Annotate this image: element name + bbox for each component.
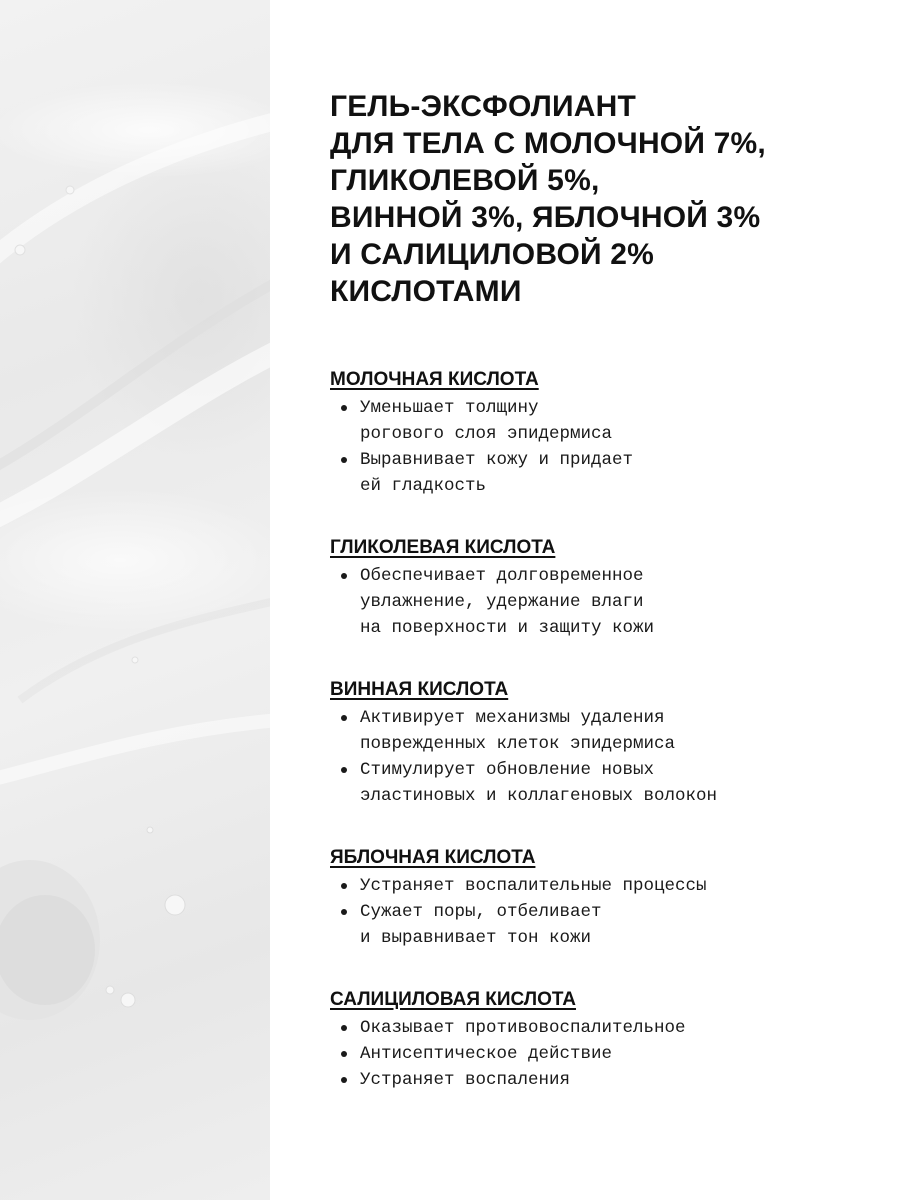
- benefit-item: [330, 873, 870, 899]
- benefit-item: [330, 899, 870, 951]
- section-malic-acid: [330, 847, 870, 951]
- title-line: И САЛИЦИЛОВОЙ 2%: [330, 238, 655, 271]
- benefit-line: Активирует механизмы удаления: [360, 708, 665, 728]
- product-title: [330, 88, 870, 310]
- section-heading: ЯБЛОЧНАЯ КИСЛОТА: [330, 847, 536, 868]
- benefit-line: Устраняет воспалительные процессы: [360, 876, 707, 896]
- product-description: [330, 88, 870, 1131]
- section-lactic-acid: [330, 369, 870, 499]
- title-line: КИСЛОТАМИ: [330, 275, 522, 308]
- benefit-item: [330, 395, 870, 447]
- benefit-line: рогового слоя эпидермиса: [360, 424, 613, 444]
- benefit-item: [330, 1015, 870, 1041]
- section-tartaric-acid: [330, 679, 870, 809]
- benefit-line: Антисептическое действие: [360, 1044, 613, 1064]
- title-line: ДЛЯ ТЕЛА С МОЛОЧНОЙ 7%,: [330, 127, 766, 160]
- benefit-list: [330, 873, 870, 951]
- benefit-line: и выравнивает тон кожи: [360, 928, 592, 948]
- benefit-line: Выравнивает кожу и придает: [360, 450, 634, 470]
- benefit-line: эластиновых и коллагеновых волокон: [360, 786, 718, 806]
- benefit-line: увлажнение, удержание влаги: [360, 592, 644, 612]
- gel-texture-swirls: [0, 0, 270, 1200]
- title-line: ВИННОЙ 3%, ЯБЛОЧНОЙ 3%: [330, 201, 761, 234]
- benefit-list: [330, 563, 870, 641]
- benefit-line: Уменьшает толщину: [360, 398, 539, 418]
- title-line: ГЛИКОЛЕВОЙ 5%,: [330, 164, 600, 197]
- section-heading: ГЛИКОЛЕВАЯ КИСЛОТА: [330, 537, 556, 558]
- benefit-line: на поверхности и защиту кожи: [360, 618, 655, 638]
- title-line: ГЕЛЬ-ЭКСФОЛИАНТ: [330, 90, 637, 123]
- benefit-item: [330, 447, 870, 499]
- section-glycolic-acid: [330, 537, 870, 641]
- benefit-list: [330, 705, 870, 809]
- benefit-line: Оказывает противовоспалительное: [360, 1018, 686, 1038]
- benefit-item: [330, 1041, 870, 1067]
- gel-texture-image: [0, 0, 270, 1200]
- benefit-item: [330, 1067, 870, 1093]
- benefit-line: Устраняет воспаления: [360, 1070, 571, 1090]
- section-salicylic-acid: [330, 989, 870, 1093]
- benefit-list: [330, 1015, 870, 1093]
- section-heading: ВИННАЯ КИСЛОТА: [330, 679, 509, 700]
- section-heading: МОЛОЧНАЯ КИСЛОТА: [330, 369, 539, 390]
- benefit-line: Сужает поры, отбеливает: [360, 902, 602, 922]
- benefit-item: [330, 705, 870, 757]
- benefit-line: поврежденных клеток эпидермиса: [360, 734, 676, 754]
- benefit-line: Обеспечивает долговременное: [360, 566, 644, 586]
- benefit-line: ей гладкость: [360, 476, 487, 496]
- benefit-line: Стимулирует обновление новых: [360, 760, 655, 780]
- benefit-item: [330, 563, 870, 641]
- section-heading: САЛИЦИЛОВАЯ КИСЛОТА: [330, 989, 577, 1010]
- benefit-item: [330, 757, 870, 809]
- benefit-list: [330, 395, 870, 499]
